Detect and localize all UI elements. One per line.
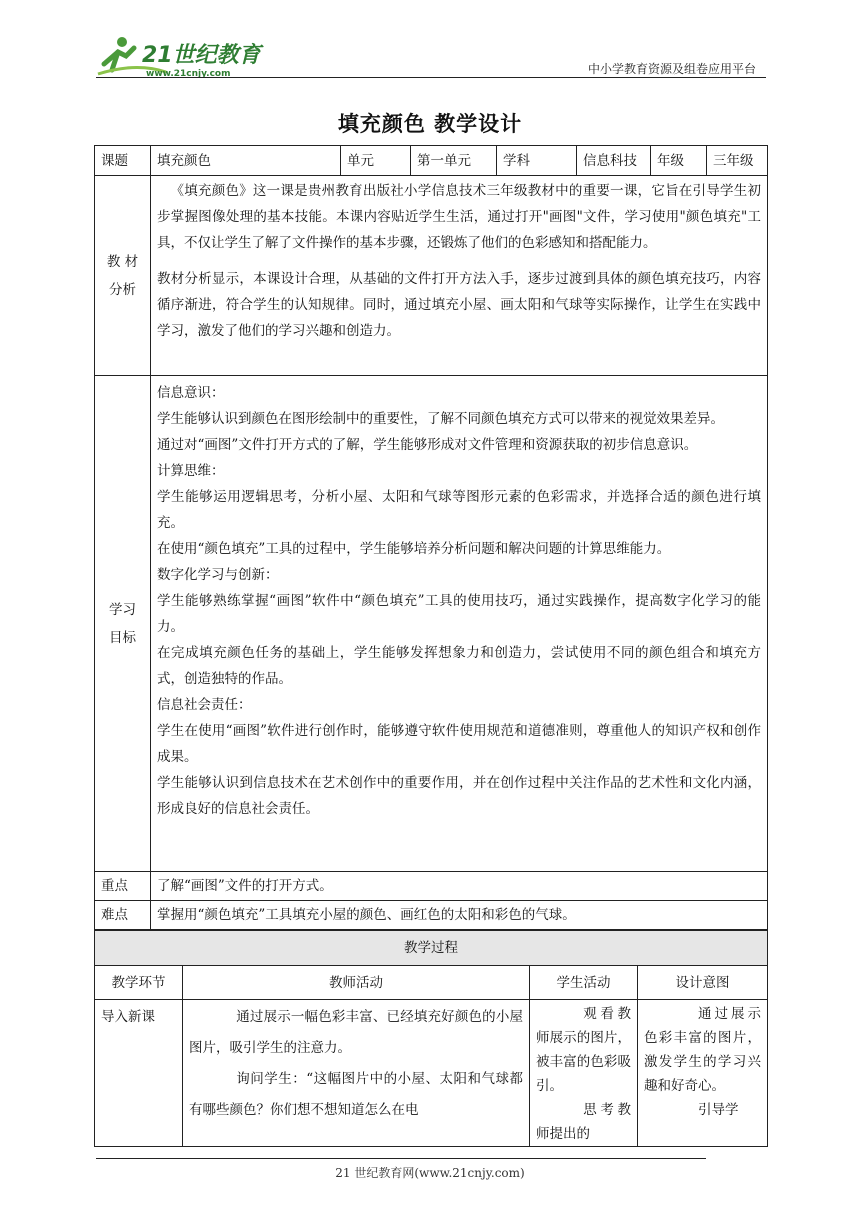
grade-value: 三年级 [707, 146, 768, 176]
material-paragraph-1: 《填充颜色》这一课是贵州教育出版社小学信息技术三年级教材中的重要一课，它旨在引导学生初步掌握图像处理的基本技能。本课内容贴近学生生活，通过打开"画图"文件，学习使用"颜色填充"工具，不仅让学生了解了文件操作的基本步骤，还锻炼了他们的色彩感知和搭配能力。 [157, 183, 761, 251]
page-header [96, 28, 766, 84]
goal-line: 学生能够认识到颜色在图形绘制中的重要性，了解不同颜色填充方式可以带来的视觉效果差异。 [157, 411, 724, 427]
learning-goals [151, 376, 768, 872]
teacher-paragraph-1: 通过展示一幅色彩丰富、已经填充好颜色的小屋图片，吸引学生的注意力。 [189, 1009, 523, 1056]
key-point-label: 重点 [95, 872, 151, 901]
page-title: 填充颜色 教学设计 [337, 112, 523, 136]
design-intent [638, 1000, 768, 1147]
svg-text:21世纪教育: 21世纪教育 [142, 43, 261, 68]
stage-cell: 导入新课 [95, 1000, 183, 1147]
process-title: 教学过程 [95, 931, 768, 966]
goal-line: 学生能够运用逻辑思考，分析小屋、太阳和气球等图形元素的色彩需求，并选择合适的颜色进行填充。 [157, 489, 761, 531]
teaching-process-table [94, 930, 768, 1147]
goal-line: 学生能够认识到信息技术在艺术创作中的重要作用，并在创作过程中关注作品的艺术性和文化内涵，形成良好的信息社会责任。 [157, 775, 761, 817]
intent-paragraph-1: 通过展示色彩丰富的图片，激发学生的学习兴趣和好奇心。 [644, 1006, 761, 1094]
teacher-paragraph-2: 询问学生：“这幅图片中的小屋、太阳和气球都有哪些颜色？你们想不想知道怎么在电 [189, 1071, 523, 1118]
difficulty-label: 难点 [95, 901, 151, 930]
page-footer: 21 世纪教育网(www.21cnjy.com) [335, 1166, 525, 1180]
goal-line: 学生能够熟练掌握“画图”软件中“颜色填充”工具的使用技巧，通过实践操作，提高数字化学习的能力。 [157, 593, 761, 635]
lesson-info-table [94, 145, 768, 930]
header-rule [96, 77, 766, 78]
subject-label: 学科 [497, 146, 577, 176]
goal-line: 计算思维： [157, 463, 225, 479]
subject-value: 信息科技 [577, 146, 651, 176]
teacher-activity [183, 1000, 530, 1147]
material-label-line1: 教 材 [106, 253, 139, 270]
material-paragraph-2: 教材分析显示，本课设计合理，从基础的文件打开方法入手，逐步过渡到具体的颜色填充技巧，内容循序渐进，符合学生的认知规律。同时，通过填充小屋、画太阳和气球等实际操作，让学生在实践中学习，激发了他们的学习兴趣和创造力。 [157, 271, 761, 339]
col-teacher-header: 教师活动 [183, 966, 530, 1000]
student-paragraph-2: 思考教师提出的 [536, 1102, 631, 1142]
material-analysis [151, 176, 768, 376]
svg-text:www.21cnjy.com: www.21cnjy.com [146, 69, 231, 78]
platform-name: 中小学教育资源及组卷应用平台 [587, 62, 756, 76]
goal-line: 在使用“颜色填充”工具的过程中，学生能够培养分析问题和解决问题的计算思维能力。 [157, 541, 671, 557]
student-paragraph-1: 观看教师展示的图片，被丰富的色彩吸引。 [536, 1006, 631, 1094]
goals-label [95, 376, 151, 872]
col-stage-header: 教学环节 [95, 966, 183, 1000]
course-value: 填充颜色 [151, 146, 341, 176]
goal-line: 信息社会责任： [157, 697, 252, 713]
goals-label-line2: 目标 [109, 629, 136, 646]
material-label [95, 176, 151, 376]
col-intent-header: 设计意图 [638, 966, 768, 1000]
goal-line: 学生在使用“画图”软件进行创作时，能够遵守软件使用规范和道德准则，尊重他人的知识产权和创作成果。 [157, 723, 761, 765]
col-student-header: 学生活动 [530, 966, 638, 1000]
difficulty-value: 掌握用“颜色填充”工具填充小屋的颜色、画红色的太阳和彩色的气球。 [151, 901, 768, 930]
goal-line: 数字化学习与创新： [157, 567, 279, 583]
student-activity [530, 1000, 638, 1147]
goal-line: 信息意识： [157, 385, 225, 401]
material-label-line2: 分析 [109, 281, 136, 298]
runner-logo-icon [96, 34, 266, 78]
unit-value: 第一单元 [411, 146, 497, 176]
goal-line: 在完成填充颜色任务的基础上，学生能够发挥想象力和创造力，尝试使用不同的颜色组合和填充方式，创造独特的作品。 [157, 645, 761, 687]
goals-label-line1: 学习 [109, 601, 136, 618]
unit-label: 单元 [341, 146, 411, 176]
key-point-value: 了解“画图”文件的打开方式。 [151, 872, 768, 901]
goal-line: 通过对“画图”文件打开方式的了解，学生能够形成对文件管理和资源获取的初步信息意识。 [157, 437, 698, 453]
course-label: 课题 [95, 146, 151, 176]
grade-label: 年级 [651, 146, 707, 176]
intent-paragraph-2: 引导学 [698, 1102, 739, 1118]
logo [96, 34, 266, 78]
footer-rule [96, 1158, 706, 1159]
